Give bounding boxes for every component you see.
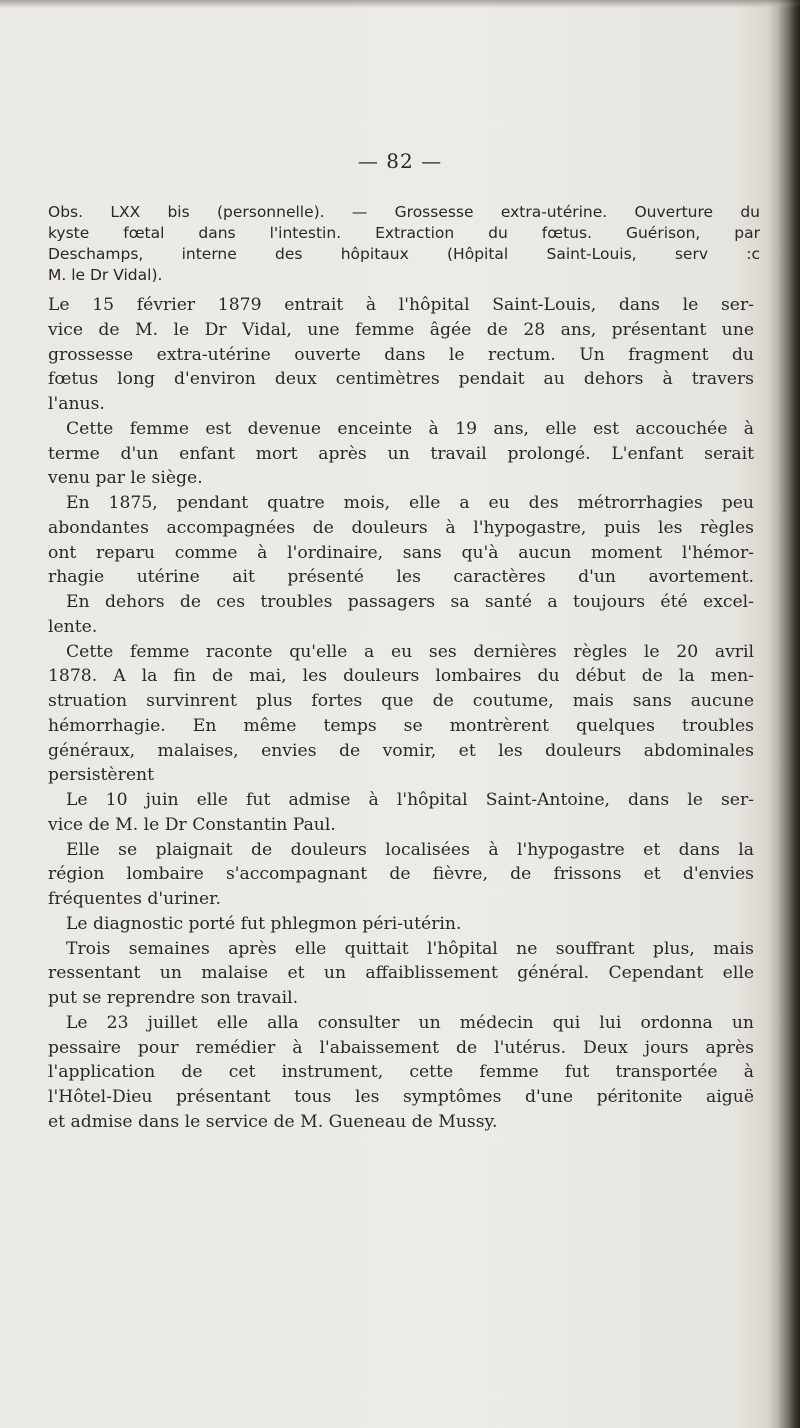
body-line: et admise dans le service de M. Gueneau de Mussy. xyxy=(48,1111,498,1132)
body-line: ont reparu comme à l'ordinaire, sans qu'à aucun moment l'hémor- xyxy=(48,542,754,563)
body-line: vice de M. le Dr Constantin Paul. xyxy=(48,814,336,835)
heading-line: Obs. LXX bis (personnelle). — Grossesse extra-utérine. Ouverture du xyxy=(48,203,760,221)
body-line: hémorrhagie. En même temps se montrèrent quelques troubles xyxy=(48,715,754,736)
body-line: région lombaire s'accompagnant de fièvre, de frissons et d'envies xyxy=(48,864,754,885)
body-line: grossesse extra-utérine ouverte dans le rectum. Un fragment du xyxy=(48,344,754,365)
body-line: fréquentes d'uriner. xyxy=(48,889,221,909)
body-line: l'Hôtel-Dieu présentant tous les symptômes d'une péritonite aiguë xyxy=(48,1087,754,1107)
body-line: Le diagnostic porté fut phlegmon péri-utérin. xyxy=(66,913,462,934)
body-line: ressentant un malaise et un affaiblissement général. Cependant elle xyxy=(48,963,754,984)
body-line: lente. xyxy=(48,616,98,637)
body-line: En dehors de ces troubles passagers sa santé a toujours été excel- xyxy=(66,592,754,612)
body-line: Le 10 juin elle fut admise à l'hôpital Saint-Antoine, dans le ser- xyxy=(66,790,754,810)
body-line: persistèrent xyxy=(48,765,154,786)
body-line: venu par le siège. xyxy=(48,468,203,489)
observation-heading xyxy=(48,202,760,286)
body-line: l'application de cet instrument, cette femme fut transportée à xyxy=(48,1062,754,1083)
body-line: put se reprendre son travail. xyxy=(48,988,299,1008)
page-number: — 82 — xyxy=(357,149,443,173)
heading-line: Deschamps, interne des hôpitaux (Hôpital Saint-Louis, serv :c xyxy=(48,245,760,263)
body-line: Trois semaines après elle quittait l'hôpital ne souffrant plus, mais xyxy=(66,938,754,959)
body-line: Elle se plaignait de douleurs localisées à l'hypogastre et dans la xyxy=(66,839,754,860)
body-line: Cette femme raconte qu'elle a eu ses dernières règles le 20 avril xyxy=(66,641,754,662)
heading-line: kyste fœtal dans l'intestin. Extraction du fœtus. Guérison, par xyxy=(48,224,760,242)
body-line: struation survinrent plus fortes que de coutume, mais sans aucune xyxy=(48,691,754,711)
body-line: généraux, malaises, envies de vomir, et les douleurs abdominales xyxy=(48,740,754,761)
body-line: abondantes accompagnées de douleurs à l'hypogastre, puis les règles xyxy=(48,517,754,538)
body-line: Cette femme est devenue enceinte à 19 ans, elle est accouchée à xyxy=(66,418,754,439)
body-line: terme d'un enfant mort après un travail prolongé. L'enfant serait xyxy=(48,443,754,464)
body-line: l'anus. xyxy=(48,394,105,414)
body-line: 1878. A la fin de mai, les douleurs lombaires du début de la men- xyxy=(48,666,754,687)
body-line: Le 15 février 1879 entrait à l'hôpital Saint-Louis, dans le ser- xyxy=(48,295,754,315)
observation-body xyxy=(48,293,754,1135)
body-line: fœtus long d'environ deux centimètres pendait au dehors à travers xyxy=(48,369,754,390)
body-line: Le 23 juillet elle alla consulter un médecin qui lui ordonna un xyxy=(66,1012,754,1033)
body-line: rhagie utérine ait présenté les caractères d'un avortement. xyxy=(48,567,754,588)
body-line: pessaire pour remédier à l'abaissement de l'utérus. Deux jours après xyxy=(48,1037,754,1058)
body-line: vice de M. le Dr Vidal, une femme âgée de 28 ans, présentant une xyxy=(48,319,754,340)
heading-line: M. le Dr Vidal). xyxy=(48,266,163,284)
body-line: En 1875, pendant quatre mois, elle a eu des métrorrhagies peu xyxy=(66,493,754,513)
page-top-shadow xyxy=(0,0,800,8)
binding-edge-shadow xyxy=(778,0,800,1428)
